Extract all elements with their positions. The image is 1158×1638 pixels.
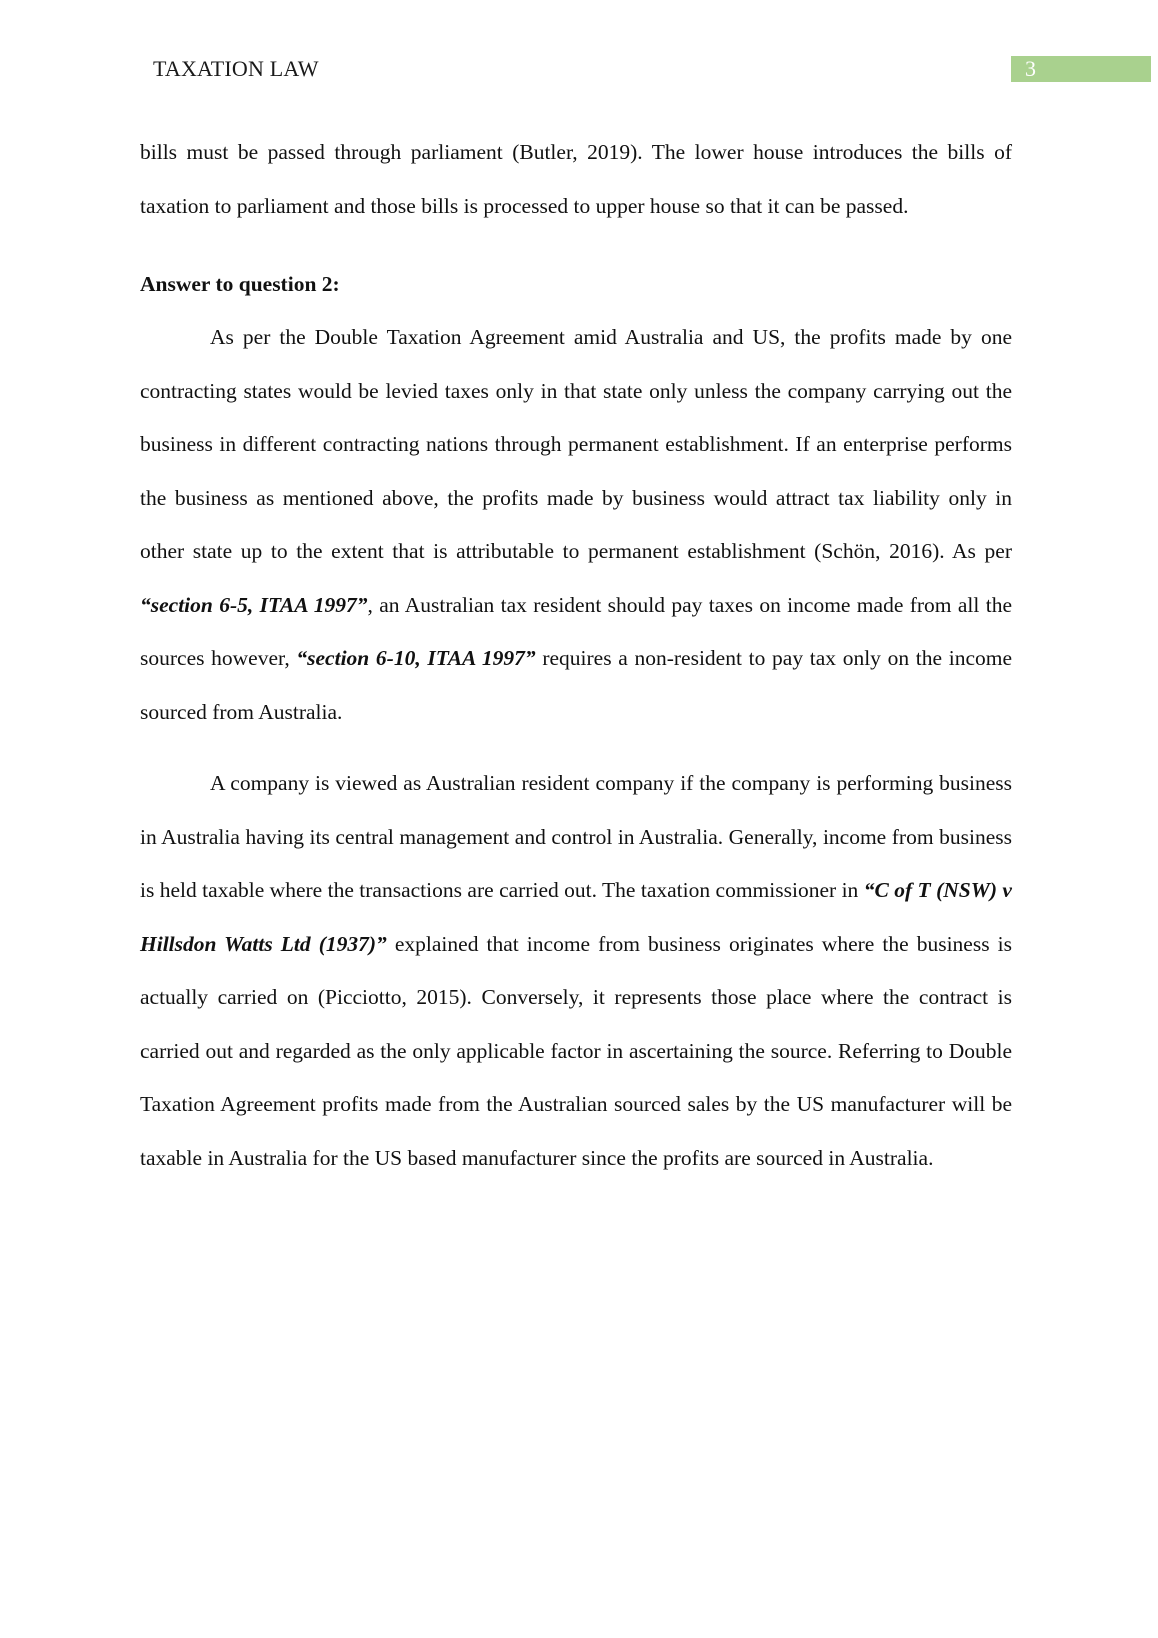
paragraph-text: explained that income from business originates where the business is actually carried on (Picciotto, 2015). Conversely, it represents those place where the contract is carried out and regarded as the only applicable factor in ascertaining the source. Referring to Double Taxation Agreement profits made from the Australian sourced sales by the US manufacturer will be taxable in Australia for the US based manufacturer since the profits are sourced in Australia. xyxy=(140,931,1012,1170)
case-citation: “C of T (NSW) v Hillsdon Watts Ltd (1937)” xyxy=(140,878,1012,956)
section-heading: Answer to question 2: xyxy=(140,272,340,296)
page-number-badge: 3 xyxy=(1011,56,1151,82)
statute-citation: “section 6-10, ITAA 1997” xyxy=(296,646,536,670)
paragraph-dta-profits xyxy=(140,311,1012,739)
running-header-title: TAXATION LAW xyxy=(153,56,319,81)
paragraph-text: , an Australian tax resident should pay taxes on income made from all the sources however, xyxy=(140,592,1012,670)
paragraph-text: As per the Double Taxation Agreement amid Australia and US, the profits made by one contracting states would be levied taxes only in that state only unless the company carrying out the business in different contracting nations through permanent establishment. If an enterprise performs the business as mentioned above, the profits made by business would attract tax liability only in other state up to the extent that is attributable to permanent establishment (Schön, 2016). As per xyxy=(140,325,1012,563)
paragraph-text: A company is viewed as Australian resident company if the company is performing business in Australia having its central management and control in Australia. Generally, income from business is held taxable where the transactions are carried out. The taxation commissioner in xyxy=(140,771,1012,902)
paragraph-text: requires a non-resident to pay tax only on the income sourced from Australia. xyxy=(140,646,1013,724)
paragraph-continuation: bills must be passed through parliament (Butler, 2019). The lower house introduces the bills of taxation to parliament and those bills is processed to upper house so that it can be passed. xyxy=(140,140,1012,218)
paragraph-resident-company xyxy=(140,757,1012,1185)
statute-citation: “section 6-5, ITAA 1997” xyxy=(140,592,368,617)
